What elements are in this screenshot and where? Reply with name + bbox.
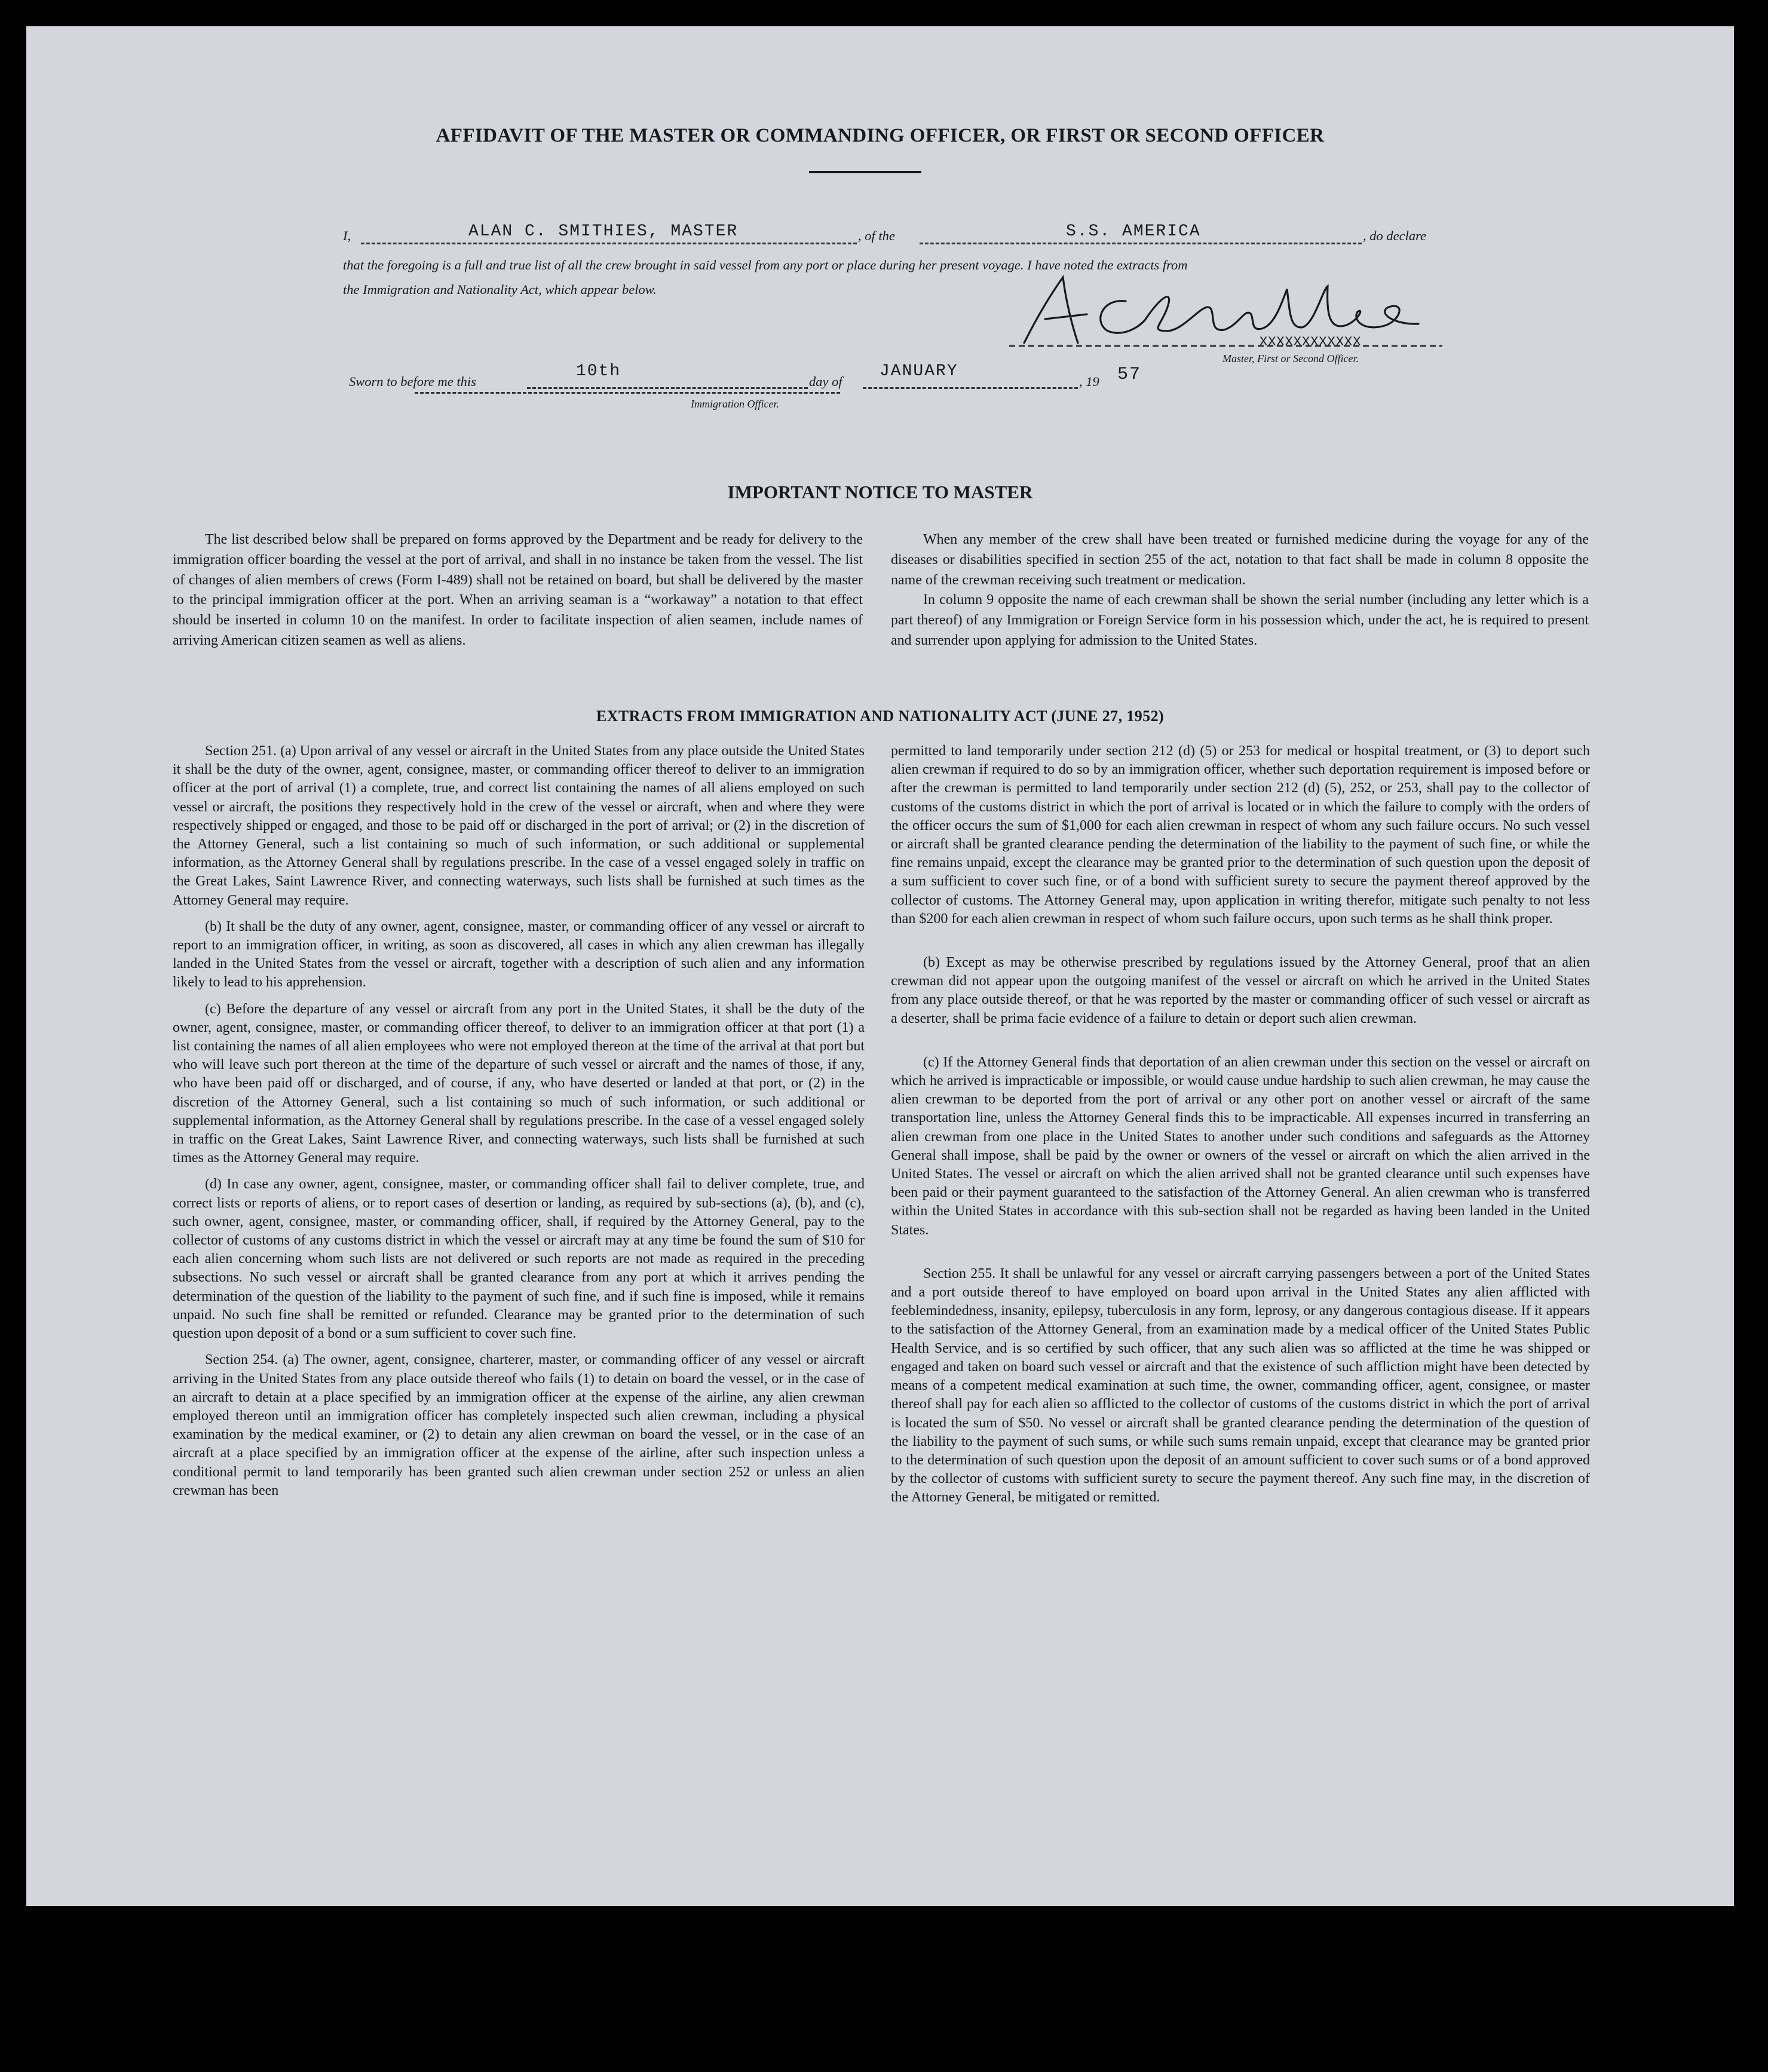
notice-left-column: [173, 530, 863, 651]
section-251-d: (d) In case any owner, agent, consignee, master, or commanding officer shall fail to deliver complete, true, and correct lists or reports of aliens, or to report cases of desertion or landing, as required by sub-sections (a), (b), and (c), such owner, agent, consignee, master, or commanding officer, shall, if required by the Attorney General, pay to the collector of customs of any customs district in which the vessel or aircraft may at any time be found the sum of $10 for each alien concerning whom such lists are not delivered or such reports are not made as required in the preceding subsections. No such vessel or aircraft shall be granted clearance from any port at which it arrives pending the determination of the question of the liability to the payment of such fine, and if such fine is imposed, while it remains unpaid. No such fine shall be remitted or refunded. Clearance may be granted prior to the determination of such question upon deposit of a bond or a sum sufficient to cover such fine.: [173, 1176, 865, 1342]
extracts-left-column: [173, 742, 865, 1508]
sworn-prefix: Sworn to before me this: [349, 374, 476, 389]
notice-right-paragraph-2: In column 9 opposite the name of each crewman shall be shown the serial number (including any letter which is a part thereof) of any Immigration or Foreign Service form in his possession which, under the act, he is required to present and surrender upon applying for admission to the United States.: [891, 592, 1589, 648]
page-title: AFFIDAVIT OF THE MASTER OR COMMANDING OFFICER, OR FIRST OR SECOND OFFICER: [436, 125, 1325, 146]
name-field-line: [361, 243, 857, 244]
declaration-line-2: that the foregoing is a full and true list of all the crew brought in said vessel from any port or place during her present voyage. I have noted the extracts from: [343, 258, 1188, 272]
section-255: Section 255. It shall be unlawful for any vessel or aircraft carrying passengers between a port of the United States and a port outside thereof to have employed on board upon arrival in the United States any alien afflicted with feeblemindedness, insanity, epilepsy, tuberculosis in any form, leprosy, or any dangerous contagious disease. If it appears to the satisfaction of the Attorney General, from an examination made by a medical officer of the United States Public Health Service, and is so certified by such officer, that any such alien was so afflicted at the time he was shipped or engaged and taken on board such vessel or aircraft and that the existence of such affliction might have been detected by means of a competent medical examination at such time, the owner, commanding officer, agent, consignee, or master thereof shall pay for each alien so afflicted to the collector of customs of the customs district in which the port of arrival is located the sum of $50. No vessel or aircraft shall be granted clearance pending the determination of the question of the liability to the payment of such sums, or while such sums remain unpaid, except that clearance may be granted prior to the determination of such question upon the deposit of an amount sufficient to cover such sums or of a bond approved by the collector of customs with sufficient surety to secure the payment thereof. Any such fine may, in the discretion of the Attorney General, be mitigated or remitted.: [891, 1265, 1590, 1506]
master-name-field[interactable]: ALAN C. SMITHIES, MASTER: [468, 222, 739, 241]
notice-right-paragraph-1: When any member of the crew shall have been treated or furnished medicine during the voyage for any of the diseases or disabilities specified in section 255 of the act, notation to that fact shall be made in column 8 opposite the name of the crewman receiving such treatment or medication.: [891, 532, 1589, 588]
notice-right-column: [891, 530, 1589, 651]
day-field-line: [527, 387, 808, 389]
section-254-c: (c) If the Attorney General finds that deportation of an alien crewman under this section on the vessel or aircraft on which he arrived is impracticable or impossible, or would cause undue hardship to such alien crewman, he may cause the alien crewman to be deported from the port of arrival or any other port on another vessel or aircraft of the same transportation line, unless the Attorney General finds this to be impracticable. All expenses incurred in transferring an alien crewman from one place in the United States to another under such conditions and safeguards as the Attorney General shall impose, shall be paid by the owner or owners of the vessel or aircraft on which the alien arrived in the United States. The vessel or aircraft on which the alien arrived shall not be granted clearance until such expenses have been paid or their payment guaranteed to the satisfaction of the Attorney General. An alien crewman who is transferred within the United States in accordance with this sub-section shall not be regarded as having been landed in the United States.: [891, 1054, 1590, 1238]
section-254-b: (b) Except as may be otherwise prescribed by regulations issued by the Attorney General, proof that an alien crewman did not appear upon the outgoing manifest of the vessel or aircraft on which he arrived in the United States from any place outside thereof, or that he was reported by the master or commanding officer of such vessel or aircraft as a deserter, shall be prima facie evidence of a failure to detain or deport such alien crewman.: [891, 955, 1590, 1026]
section-251-b: (b) It shall be the duty of any owner, agent, consignee, master, or commanding officer of any vessel or aircraft to report to an immigration officer, in writing, as soon as discovered, all cases in which any alien crewman has illegally landed in the United States from the vessel or aircraft, together with a description of such alien and any information likely to lead to his apprehension.: [173, 918, 865, 991]
year-prefix: , 19: [1079, 374, 1099, 389]
extracts-right-column: [891, 742, 1590, 1515]
section-251-a: Section 251. (a) Upon arrival of any vessel or aircraft in the United States from any place outside the United States it shall be the duty of the owner, agent, consignee, master, or commanding officer thereof to deliver to an immigration officer at the port of arrival (1) a complete, true, and correct list containing the names of all aliens employed on such vessel or aircraft, the positions they respectively hold in the crew of the vessel or aircraft, when and where they were respectively shipped or engaged, and those to be paid off or discharged in the port of arrival; or (2) in the discretion of the Attorney General, such a list containing so much of such information, or such additional or supplemental information, as the Attorney General shall by regulations prescribe. In the case of a vessel engaged solely in traffic on the Great Lakes, Saint Lawrence River, and connecting waterways, such lists shall be furnished at such times as the Attorney General may require.: [173, 743, 865, 908]
day-field[interactable]: 10th: [576, 362, 621, 381]
affidavit-page: [26, 26, 1734, 1906]
officer-signature-line: [415, 392, 840, 394]
extracts-heading: EXTRACTS FROM IMMIGRATION AND NATIONALITY ACT (JUNE 27, 1952): [596, 707, 1165, 725]
month-field-line: [863, 387, 1078, 389]
year-field[interactable]: 57: [1117, 364, 1142, 385]
notice-left-paragraph: The list described below shall be prepared on forms approved by the Department and be ready for delivery to the immigration officer boarding the vessel at the port of arrival, and shall in no instance be taken from the vessel. The list of changes of alien members of crews (Form I-489) shall not be retained on board, but shall be delivered by the master to the principal immigration officer at the port. When an arriving seaman is a “workaway” a notation to that effect should be inserted in column 10 on the manifest. In order to facilitate inspection of alien seamen, include names of arriving American citizen seamen as well as aliens.: [173, 532, 863, 648]
section-251-c: (c) Before the departure of any vessel or aircraft from any port in the United States, it shall be the duty of the owner, agent, consignee, master, or commanding officer thereof, to deliver to an immigration officer at that port (1) a list containing the names of all alien employees who were not employed thereon at the time of the arrival at that port but who will leave such port thereon at the time of the departure of such vessel or aircraft and the names of those, if any, who have been paid off or discharged, and of course, if any, who have deserted or landed at that port, or (2) in the discretion of the Attorney General, such a list containing so much of such information, or such additional or supplemental information, as the Attorney General shall by regulations prescribe. In the case of a vessel engaged solely in traffic on the Great Lakes, Saint Lawrence River, and connecting waterways, such lists shall be furnished at such times as the Attorney General may require.: [173, 1001, 865, 1166]
day-of-label: day of: [809, 374, 842, 389]
declaration-do-declare: , do declare: [1363, 228, 1427, 243]
section-254-a-continued: permitted to land temporarily under section 212 (d) (5) or 253 for medical or hospital treatment, or (3) to deport such alien crewman if required to do so by an immigration officer, whether such deportation requirement is imposed before or after the crewman is permitted to land temporarily under section 212 (d) (5), 252, or 253, shall pay to the collector of customs of the customs district in which the port of arrival is located or in which the failure to comply with the orders of the officer occurs the sum of $1,000 for each alien crewman in respect of whom any such failure occurs. No such vessel or aircraft shall be granted clearance pending the determination of the liability to the payment of such fine, or while the fine remains unpaid, except the clearance may be granted prior to the determination of such question upon the deposit of a sum sufficient to cover such fine, or of a bond with sufficient surety to secure the payment thereof approved by the collector of customs. The Attorney General may, upon application in writing therefor, mitigate such penalty to not less than $200 for each alien crewman in respect of whom such failure occurs, upon such terms as he shall think proper.: [891, 743, 1590, 927]
struck-title-text: XXXXXXXXXXXX: [1260, 335, 1362, 350]
declaration-of-the: , of the: [858, 228, 895, 243]
notice-heading: IMPORTANT NOTICE TO MASTER: [727, 482, 1033, 502]
signature-caption: Master, First or Second Officer.: [1222, 353, 1359, 364]
declaration-i: I,: [343, 228, 351, 243]
vessel-name-field[interactable]: S.S. AMERICA: [1066, 222, 1201, 241]
declaration-line-3: the Immigration and Nationality Act, which appear below.: [343, 282, 657, 297]
title-underline: [809, 171, 921, 173]
section-254-a: Section 254. (a) The owner, agent, consignee, charterer, master, or commanding officer of any vessel or aircraft arriving in the United States from any place outside thereof who fails (1) to detain on board the vessel, or in the case of an aircraft to detain at a place specified by an immigration officer at the expense of the airline, any alien crewman employed thereon until an immigration officer has completely inspected such alien crewman, including a physical examination by the medical examiner, or (2) to detain any alien crewman on board the vessel, or in the case of an aircraft at a place specified by an immigration officer at the expense of the airline, after such inspection unless a conditional permit to land temporarily has been granted such alien crewman under section 252 or unless an alien crewman has been: [173, 1352, 865, 1498]
master-signature: [988, 265, 1442, 361]
vessel-field-line: [920, 243, 1362, 244]
month-field[interactable]: JANUARY: [880, 362, 958, 381]
officer-caption: Immigration Officer.: [691, 398, 779, 410]
